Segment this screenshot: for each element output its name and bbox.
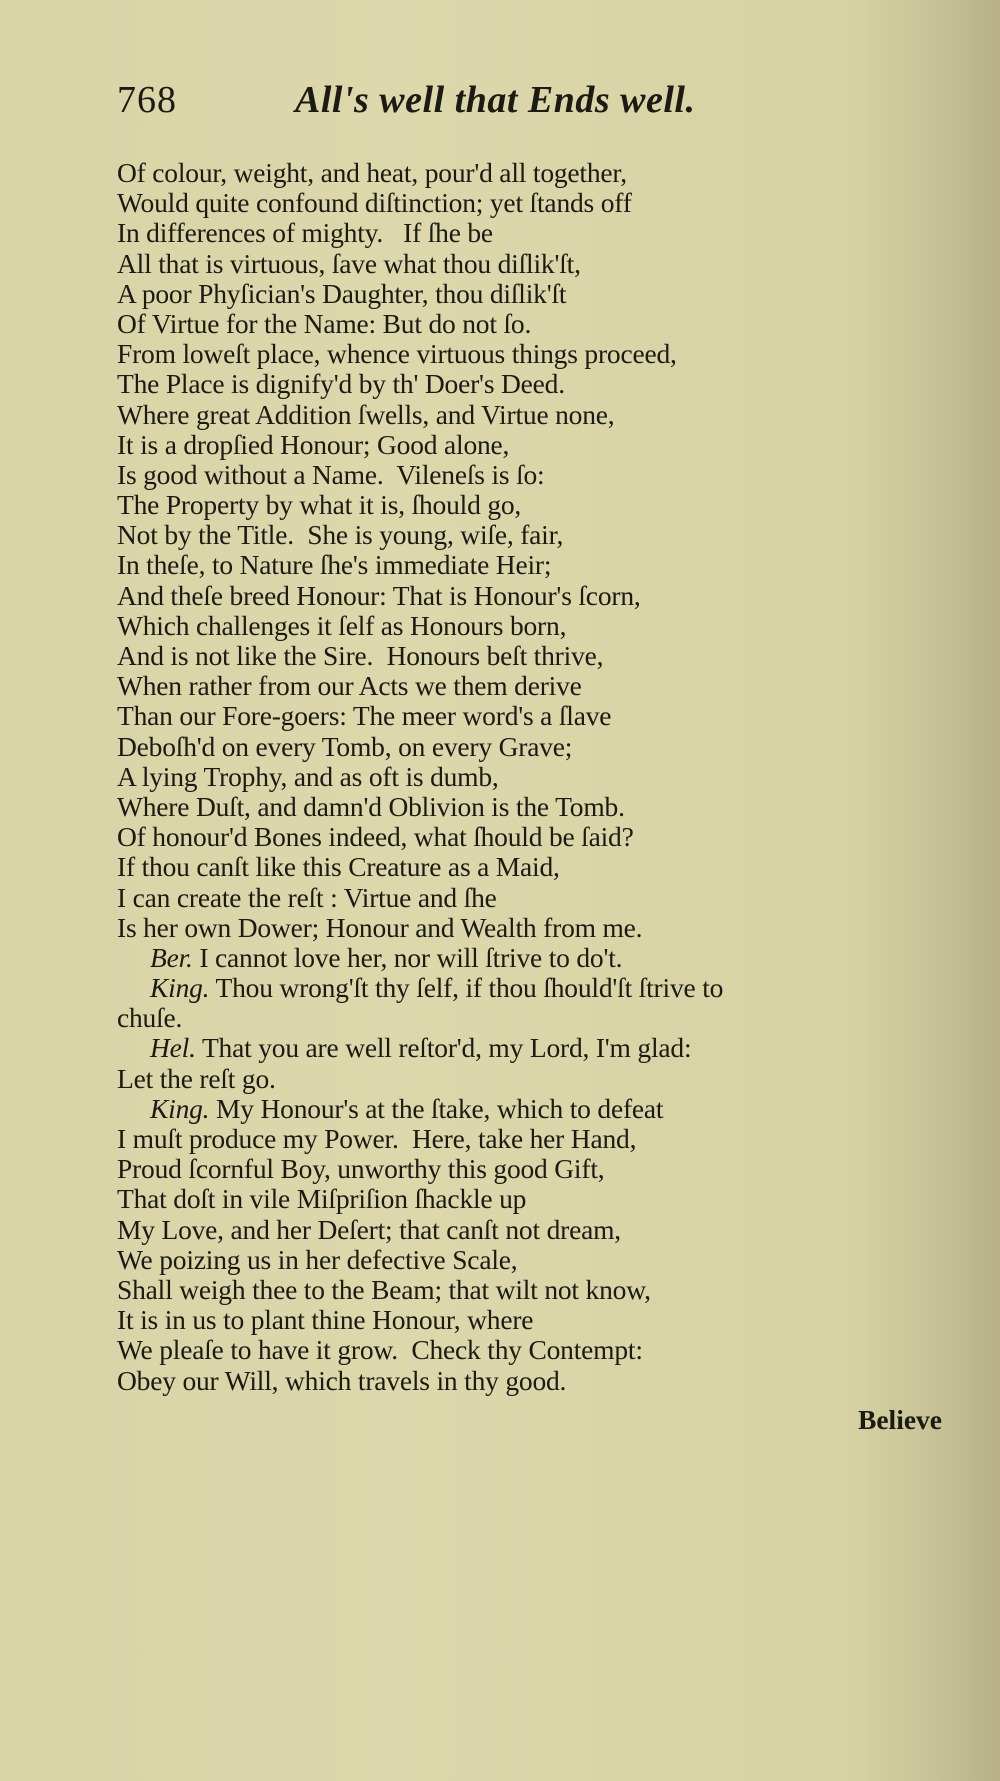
text-line <box>117 762 957 792</box>
line-text: It is a dropſied Honour; Good alone, <box>117 428 510 460</box>
line-text: All that is virtuous, ſave what thou diſlik'ſt, <box>117 247 581 279</box>
text-line <box>117 792 957 822</box>
text-line <box>117 883 957 913</box>
speaker-name: Hel. <box>150 1032 196 1064</box>
text-line <box>117 581 957 611</box>
text-line <box>117 671 957 701</box>
line-text: Than our Fore-goers: The meer word's a ſlave <box>117 700 612 732</box>
line-text: The Place is dignify'd by th' Doer's Deed. <box>117 368 565 400</box>
line-text: Thou wrong'ſt thy ſelf, if thou ſhould'ſt ſtrive to <box>209 972 724 1004</box>
line-text: Obey our Will, which travels in thy good. <box>117 1364 567 1396</box>
line-text: When rather from our Acts we them derive <box>117 670 582 702</box>
text-line <box>117 1124 957 1154</box>
line-text: And is not like the Sire. Honours beſt thrive, <box>117 640 604 671</box>
line-text: In theſe, to Nature ſhe's immediate Heir; <box>117 549 552 581</box>
line-text: Where Duſt, and damn'd Oblivion is the Tomb. <box>117 790 625 822</box>
text-line <box>117 973 957 1003</box>
text-line <box>117 1335 957 1365</box>
text-line <box>117 611 957 641</box>
text-line <box>117 158 957 188</box>
text-line <box>117 913 957 943</box>
line-text: Of honour'd Bones indeed, what ſhould be ſaid? <box>117 821 634 853</box>
page-number: 768 <box>117 79 177 121</box>
line-text: Of Virtue for the Name: But do not ſo. <box>117 307 532 339</box>
line-text: It is in us to plant thine Honour, where <box>117 1304 534 1336</box>
line-text: A poor Phyſician's Daughter, thou diſlik'ſt <box>117 277 567 309</box>
text-line <box>117 490 957 520</box>
text-line <box>117 1094 957 1124</box>
line-text: My Honour's at the ſtake, which to defeat <box>209 1092 664 1124</box>
line-text: chuſe. <box>117 1002 183 1034</box>
text-line <box>117 732 957 762</box>
speaker-name: King. <box>150 1092 210 1124</box>
text-line <box>117 1366 957 1396</box>
text-line <box>117 641 957 671</box>
line-text: A lying Trophy, and as oft is dumb, <box>117 760 499 792</box>
text-line <box>117 943 957 973</box>
text-line <box>117 460 957 490</box>
text-line <box>117 1215 957 1245</box>
text-line <box>117 279 957 309</box>
text-line <box>117 520 957 550</box>
text-line <box>117 400 957 430</box>
line-text: I cannot love her, nor will ſtrive to do't. <box>192 941 623 973</box>
text-line <box>117 1064 957 1094</box>
text-line <box>117 1033 957 1063</box>
line-text: Is her own Dower; Honour and Wealth from me. <box>117 911 643 943</box>
line-text: And theſe breed Honour: That is Honour's ſcorn, <box>117 579 641 611</box>
line-text: If thou canſt like this Creature as a Maid, <box>117 851 560 883</box>
text-line <box>117 1003 957 1033</box>
text-line <box>117 188 957 218</box>
line-text: Is good without a Name. Vileneſs is ſo: <box>117 458 545 490</box>
text-line <box>117 822 957 852</box>
text-line <box>117 1245 957 1275</box>
play-text <box>117 158 957 1396</box>
text-line <box>117 430 957 460</box>
text-line <box>117 550 957 580</box>
text-line <box>117 309 957 339</box>
catchword: Believe <box>858 1404 942 1435</box>
text-line <box>117 1154 957 1184</box>
line-text: Which challenges it ſelf as Honours born, <box>117 609 567 641</box>
line-text: That you are well reſtor'd, my Lord, I'm glad: <box>195 1032 692 1064</box>
text-line <box>117 852 957 882</box>
text-line <box>117 1275 957 1305</box>
line-text: Would quite confound diſtinction; yet ſtands off <box>117 187 632 219</box>
line-text: That doſt in vile Miſpriſion ſhackle up <box>117 1183 527 1215</box>
line-text: Of colour, weight, and heat, pour'd all together, <box>117 157 627 188</box>
text-line <box>117 1184 957 1214</box>
text-line <box>117 218 957 248</box>
speaker-name: King. <box>150 972 210 1004</box>
text-line <box>117 339 957 369</box>
page-header <box>117 78 797 122</box>
line-text: I can create the reſt : Virtue and ſhe <box>117 881 497 913</box>
line-text: The Property by what it is, ſhould go, <box>117 489 522 521</box>
line-text: From loweſt place, whence virtuous things proceed, <box>117 338 677 370</box>
speaker-name: Ber. <box>150 941 193 973</box>
line-text: Where great Addition ſwells, and Virtue none, <box>117 398 615 430</box>
text-line <box>117 369 957 399</box>
line-text: I muſt produce my Power. Here, take her Hand, <box>117 1123 637 1154</box>
line-text: We poizing us in her defective Scale, <box>117 1243 518 1275</box>
line-text: Deboſh'd on every Tomb, on every Grave; <box>117 730 573 762</box>
line-text: Proud ſcornful Boy, unworthy this good Gift, <box>117 1153 605 1185</box>
running-title: All's well that Ends well. <box>295 79 696 121</box>
line-text: Shall weigh thee to the Beam; that wilt not know, <box>117 1273 651 1305</box>
line-text: We pleaſe to have it grow. Check thy Contempt: <box>117 1334 643 1366</box>
line-text: In differences of mighty. If ſhe be <box>117 217 493 249</box>
text-line <box>117 1305 957 1335</box>
line-text: Let the reſt go. <box>117 1062 276 1094</box>
text-line <box>117 249 957 279</box>
text-line <box>117 701 957 731</box>
line-text: Not by the Title. She is young, wiſe, fair, <box>117 519 564 551</box>
line-text: My Love, and her Deſert; that canſt not dream, <box>117 1213 621 1245</box>
